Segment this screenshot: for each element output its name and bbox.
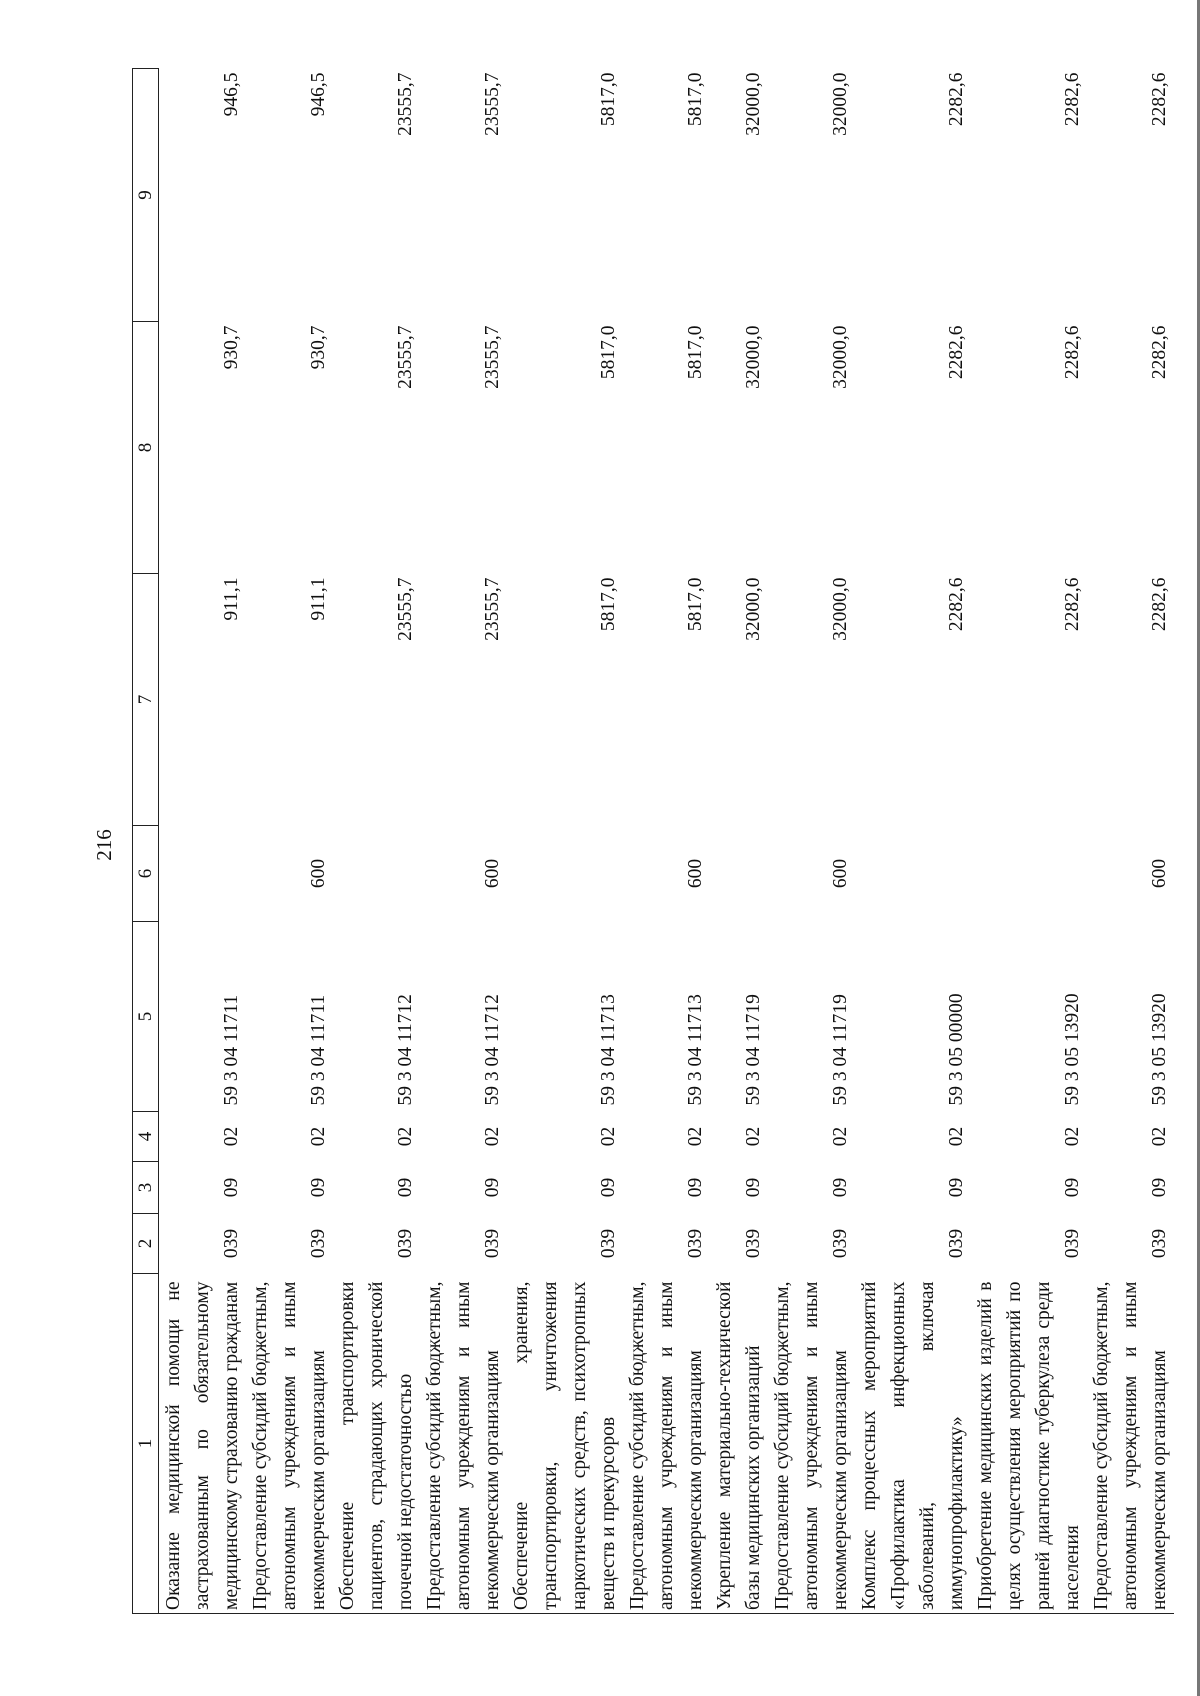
cell-target-article: 59 3 04 11713 xyxy=(685,994,706,1106)
cell-amount-year-2: 5817,0 xyxy=(685,325,706,380)
cell-amount-year-2: 2282,6 xyxy=(946,325,967,380)
cell-ministry-code: 039 xyxy=(482,1228,503,1259)
cell-amount-year-2: 930,7 xyxy=(221,325,242,370)
cell-amount-year-1: 32000,0 xyxy=(743,577,764,641)
cell-amount-year-3: 2282,6 xyxy=(1062,72,1083,127)
cell-subsection: 02 xyxy=(221,1126,242,1147)
row-name: Предоставление субсидий бюджетным, автономным учреждениям и иным некоммерческим организациям xyxy=(1087,1274,1174,1614)
cell-amount-year-2: 32000,0 xyxy=(830,325,851,389)
cell-ministry-code: 039 xyxy=(221,1228,242,1259)
cell-expense-type: 600 xyxy=(685,858,706,889)
cell-amount-year-1: 5817,0 xyxy=(685,577,706,632)
cell-expense-type: 600 xyxy=(482,858,503,889)
row-name: Обеспечение транспортировки пациентов, страдающих хронической почечной недостаточностью xyxy=(333,1274,420,1614)
cell-expense-type: 600 xyxy=(1149,858,1170,889)
table-row xyxy=(971,69,1087,1614)
cell-amount-year-2: 5817,0 xyxy=(598,325,619,380)
cell-amount-year-2: 930,7 xyxy=(308,325,329,370)
header-col-7: 7 xyxy=(133,574,159,826)
cell-section: 09 xyxy=(1062,1177,1083,1198)
cell-target-article: 59 3 05 13920 xyxy=(1149,993,1170,1106)
row-name: Комплекс процессных мероприятий «Профилактика инфекционных заболеваний, включая иммунопрофилактику» xyxy=(855,1274,971,1614)
table-row xyxy=(333,69,420,1614)
cell-section: 09 xyxy=(395,1177,416,1198)
row-name: Предоставление субсидий бюджетным, автономным учреждениям и иным некоммерческим организациям xyxy=(420,1274,507,1614)
cell-section: 09 xyxy=(598,1177,619,1198)
cell-ministry-code: 039 xyxy=(1149,1228,1170,1259)
cell-amount-year-1: 32000,0 xyxy=(830,577,851,641)
budget-table xyxy=(132,68,1174,1614)
header-col-2: 2 xyxy=(133,1214,159,1274)
cell-amount-year-2: 23555,7 xyxy=(395,325,416,389)
cell-ministry-code: 039 xyxy=(598,1228,619,1259)
cell-amount-year-2: 2282,6 xyxy=(1149,325,1170,380)
cell-section: 09 xyxy=(946,1177,967,1198)
header-col-1: 1 xyxy=(133,1274,159,1614)
cell-subsection: 02 xyxy=(1062,1126,1083,1147)
cell-ministry-code: 039 xyxy=(685,1228,706,1259)
table-row xyxy=(420,69,507,1614)
cell-amount-year-3: 5817,0 xyxy=(685,72,706,127)
rotated-table-container xyxy=(132,69,1172,1614)
cell-amount-year-3: 23555,7 xyxy=(395,72,416,136)
cell-ministry-code: 039 xyxy=(1062,1228,1083,1259)
header-col-9: 9 xyxy=(133,69,159,322)
row-name: Приобретение медицинских изделий в целях осуществления мероприятий по ранней диагностике туберкулеза среди населения xyxy=(971,1274,1087,1614)
cell-expense-type xyxy=(710,826,768,922)
cell-expense-type xyxy=(507,826,623,922)
table-row xyxy=(1087,69,1174,1614)
cell-ministry-code: 039 xyxy=(308,1228,329,1259)
page-number: 216 xyxy=(92,829,116,861)
cell-amount-year-1: 2282,6 xyxy=(1149,577,1170,632)
header-col-6: 6 xyxy=(133,826,159,922)
table-row xyxy=(623,69,710,1614)
cell-amount-year-3: 2282,6 xyxy=(1149,72,1170,127)
cell-section: 09 xyxy=(221,1177,242,1198)
cell-expense-type xyxy=(159,826,247,922)
cell-subsection: 02 xyxy=(598,1126,619,1147)
cell-expense-type: 600 xyxy=(308,858,329,889)
header-col-8: 8 xyxy=(133,322,159,574)
cell-target-article: 59 3 04 11712 xyxy=(395,994,416,1106)
cell-target-article: 59 3 04 11719 xyxy=(743,994,764,1106)
cell-section: 09 xyxy=(1149,1177,1170,1198)
cell-expense-type xyxy=(971,826,1087,922)
cell-amount-year-1: 911,1 xyxy=(308,577,329,621)
cell-amount-year-3: 946,5 xyxy=(308,72,329,117)
cell-amount-year-3: 5817,0 xyxy=(598,72,619,127)
row-name: Укрепление материально-технической базы медицинских организаций xyxy=(710,1274,768,1614)
cell-section: 09 xyxy=(685,1177,706,1198)
cell-target-article: 59 3 04 11711 xyxy=(308,994,329,1106)
cell-amount-year-3: 32000,0 xyxy=(743,72,764,136)
header-col-5: 5 xyxy=(133,922,159,1112)
row-name: Оказание медицинской помощи не застрахованным по обязательному медицинскому страхованию гражданам xyxy=(159,1274,247,1614)
cell-amount-year-1: 23555,7 xyxy=(482,577,503,641)
cell-target-article: 59 3 04 11711 xyxy=(221,994,242,1106)
cell-section: 09 xyxy=(743,1177,764,1198)
cell-amount-year-1: 5817,0 xyxy=(598,577,619,632)
cell-section: 09 xyxy=(308,1177,329,1198)
cell-amount-year-1: 2282,6 xyxy=(1062,577,1083,632)
cell-ministry-code: 039 xyxy=(395,1228,416,1259)
cell-target-article: 59 3 04 11713 xyxy=(598,994,619,1106)
row-name: Предоставление субсидий бюджетным, автономным учреждениям и иным некоммерческим организациям xyxy=(246,1274,333,1614)
table-row xyxy=(507,69,623,1614)
header-col-3: 3 xyxy=(133,1162,159,1214)
table-row xyxy=(246,69,333,1614)
cell-subsection: 02 xyxy=(1149,1126,1170,1147)
cell-ministry-code: 039 xyxy=(743,1228,764,1259)
table-row xyxy=(768,69,855,1614)
cell-amount-year-2: 23555,7 xyxy=(482,325,503,389)
cell-subsection: 02 xyxy=(395,1126,416,1147)
cell-amount-year-3: 946,5 xyxy=(221,72,242,117)
cell-amount-year-1: 2282,6 xyxy=(946,577,967,632)
cell-target-article: 59 3 04 11712 xyxy=(482,994,503,1106)
cell-subsection: 02 xyxy=(685,1126,706,1147)
cell-subsection: 02 xyxy=(482,1126,503,1147)
table-row xyxy=(159,69,247,1614)
cell-amount-year-3: 2282,6 xyxy=(946,72,967,127)
cell-ministry-code: 039 xyxy=(830,1228,851,1259)
cell-subsection: 02 xyxy=(830,1126,851,1147)
cell-amount-year-3: 23555,7 xyxy=(482,72,503,136)
cell-target-article: 59 3 04 11719 xyxy=(830,994,851,1106)
cell-amount-year-2: 32000,0 xyxy=(743,325,764,389)
cell-amount-year-3: 32000,0 xyxy=(830,72,851,136)
cell-target-article: 59 3 05 13920 xyxy=(1062,993,1083,1106)
cell-expense-type xyxy=(855,826,971,922)
table-row xyxy=(710,69,768,1614)
cell-subsection: 02 xyxy=(308,1126,329,1147)
cell-expense-type: 600 xyxy=(830,858,851,889)
cell-section: 09 xyxy=(482,1177,503,1198)
row-name: Обеспечение хранения, транспортировки, уничтожения наркотических средств, психотропных веществ и прекурсоров xyxy=(507,1274,623,1614)
cell-subsection: 02 xyxy=(743,1126,764,1147)
row-name: Предоставление субсидий бюджетным, автономным учреждениям и иным некоммерческим организациям xyxy=(768,1274,855,1614)
cell-amount-year-1: 911,1 xyxy=(221,577,242,621)
cell-amount-year-2: 2282,6 xyxy=(1062,325,1083,380)
header-col-4: 4 xyxy=(133,1112,159,1162)
cell-ministry-code: 039 xyxy=(946,1228,967,1259)
cell-expense-type xyxy=(333,826,420,922)
cell-amount-year-1: 23555,7 xyxy=(395,577,416,641)
cell-subsection: 02 xyxy=(946,1126,967,1147)
cell-target-article: 59 3 05 00000 xyxy=(946,993,967,1106)
header-row xyxy=(133,69,159,1614)
cell-section: 09 xyxy=(830,1177,851,1198)
row-name: Предоставление субсидий бюджетным, автономным учреждениям и иным некоммерческим организациям xyxy=(623,1274,710,1614)
table-row xyxy=(855,69,971,1614)
